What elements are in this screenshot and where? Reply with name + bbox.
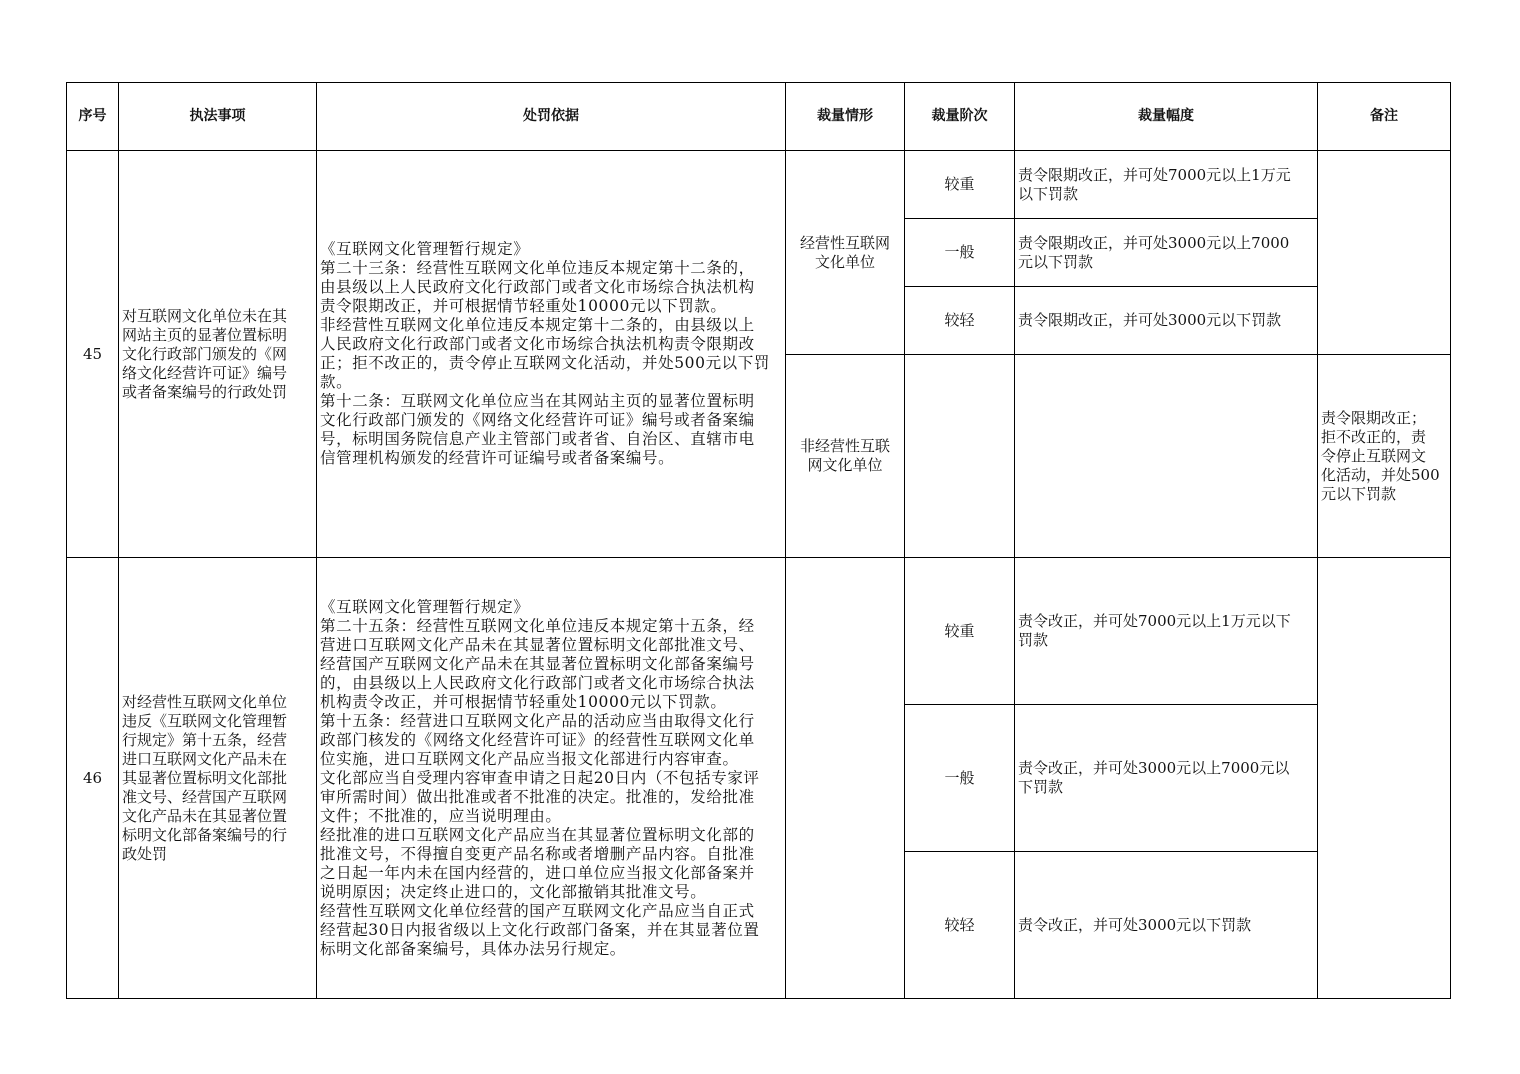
header-remark: 备注 bbox=[1317, 82, 1451, 151]
row-45-level-light: 较轻 bbox=[904, 286, 1015, 355]
row-45-level-normal: 一般 bbox=[904, 218, 1015, 287]
row-46-range-heavy: 责令改正，并可处7000元以上1万元以下 罚款 bbox=[1014, 557, 1318, 705]
row-45-range-normal: 责令限期改正，并可处3000元以上7000 元以下罚款 bbox=[1014, 218, 1318, 287]
row-45-range-light: 责令限期改正，并可处3000元以下罚款 bbox=[1014, 286, 1318, 355]
row-45-situation-noncommercial: 非经营性互联 网文化单位 bbox=[785, 354, 905, 558]
row-45-range-heavy: 责令限期改正，并可处7000元以上1万元 以下罚款 bbox=[1014, 150, 1318, 219]
header-item: 执法事项 bbox=[118, 82, 317, 151]
row-45-situation-commercial: 经营性互联网 文化单位 bbox=[785, 150, 905, 355]
row-46-item: 对经营性互联网文化单位 违反《互联网文化管理暂 行规定》第十五条，经营 进口互联网文化产品未在 其显著位置标明文化部批 准文号、经营国产互联网 文化产品未在其显著位置 标明文化部备案编号的行 政处罚 bbox=[118, 557, 317, 999]
header-no: 序号 bbox=[66, 82, 119, 151]
header-range: 裁量幅度 bbox=[1014, 82, 1318, 151]
row-46-situation-empty bbox=[785, 557, 905, 999]
header-basis: 处罚依据 bbox=[316, 82, 786, 151]
row-46-level-light: 较轻 bbox=[904, 851, 1015, 999]
row-45-level-empty bbox=[904, 354, 1015, 558]
row-45-remark-empty bbox=[1317, 150, 1451, 355]
row-46-level-normal: 一般 bbox=[904, 704, 1015, 852]
row-45-level-heavy: 较重 bbox=[904, 150, 1015, 219]
header-situation: 裁量情形 bbox=[785, 82, 905, 151]
row-46-basis: 《互联网文化管理暂行规定》 第二十五条：经营性互联网文化单位违反本规定第十五条，经 营进口互联网文化产品未在其显著位置标明文化部批准文号、 经营国产互联网文化产品未在其显著位置标明文化部备案编号 的，由县级以上人民政府文化行政部门或者文化市场综合执法 机构责令改正，并可根据情节轻重处10000元以下罚款。 第十五条：经营进口互联网文化产品的活动应当由取得文化行 政部门核发的《网络文化经营许可证》的经营性互联网文化单 位实施，进口互联网文化产品应当报文化部进行内容审查。 文化部应当自受理内容审查申请之日起20日内（不包括专家评 审所需时间）做出批准或者不批准的决定。批准的，发给批准 文件；不批准的，应当说明理由。 经批准的进口互联网文化产品应当在其显著位置标明文化部的 批准文号，不得擅自变更产品名称或者增删产品内容。自批准 之日起一年内未在国内经营的，进口单位应当报文化部备案并 说明原因；决定终止进口的，文化部撤销其批准文号。 经营性互联网文化单位经营的国产互联网文化产品应当自正式 经营起30日内报省级以上文化行政部门备案，并在其显著位置 标明文化部备案编号，具体办法另行规定。 bbox=[316, 557, 786, 999]
row-46-range-normal: 责令改正，并可处3000元以上7000元以 下罚款 bbox=[1014, 704, 1318, 852]
row-45-remark: 责令限期改正； 拒不改正的，责 令停止互联网文 化活动，并处500 元以下罚款 bbox=[1317, 354, 1451, 558]
row-45-basis: 《互联网文化管理暂行规定》 第二十三条：经营性互联网文化单位违反本规定第十二条的， 由县级以上人民政府文化行政部门或者文化市场综合执法机构 责令限期改正，并可根据情节轻重处10000元以下罚款。 非经营性互联网文化单位违反本规定第十二条的，由县级以上 人民政府文化行政部门或者文化市场综合执法机构责令限期改 正；拒不改正的，责令停止互联网文化活动，并处500元以下罚 款。 第十二条：互联网文化单位应当在其网站主页的显著位置标明 文化行政部门颁发的《网络文化经营许可证》编号或者备案编 号，标明国务院信息产业主管部门或者省、自治区、直辖市电 信管理机构颁发的经营许可证编号或者备案编号。 bbox=[316, 150, 786, 558]
row-46-remark-empty bbox=[1317, 557, 1451, 999]
row-46-range-light: 责令改正，并可处3000元以下罚款 bbox=[1014, 851, 1318, 999]
row-45-no: 45 bbox=[66, 150, 119, 558]
header-level: 裁量阶次 bbox=[904, 82, 1015, 151]
row-46-no: 46 bbox=[66, 557, 119, 999]
row-45-range-empty bbox=[1014, 354, 1318, 558]
row-46-level-heavy: 较重 bbox=[904, 557, 1015, 705]
row-45-item: 对互联网文化单位未在其 网站主页的显著位置标明 文化行政部门颁发的《网 络文化经营许可证》编号 或者备案编号的行政处罚 bbox=[118, 150, 317, 558]
